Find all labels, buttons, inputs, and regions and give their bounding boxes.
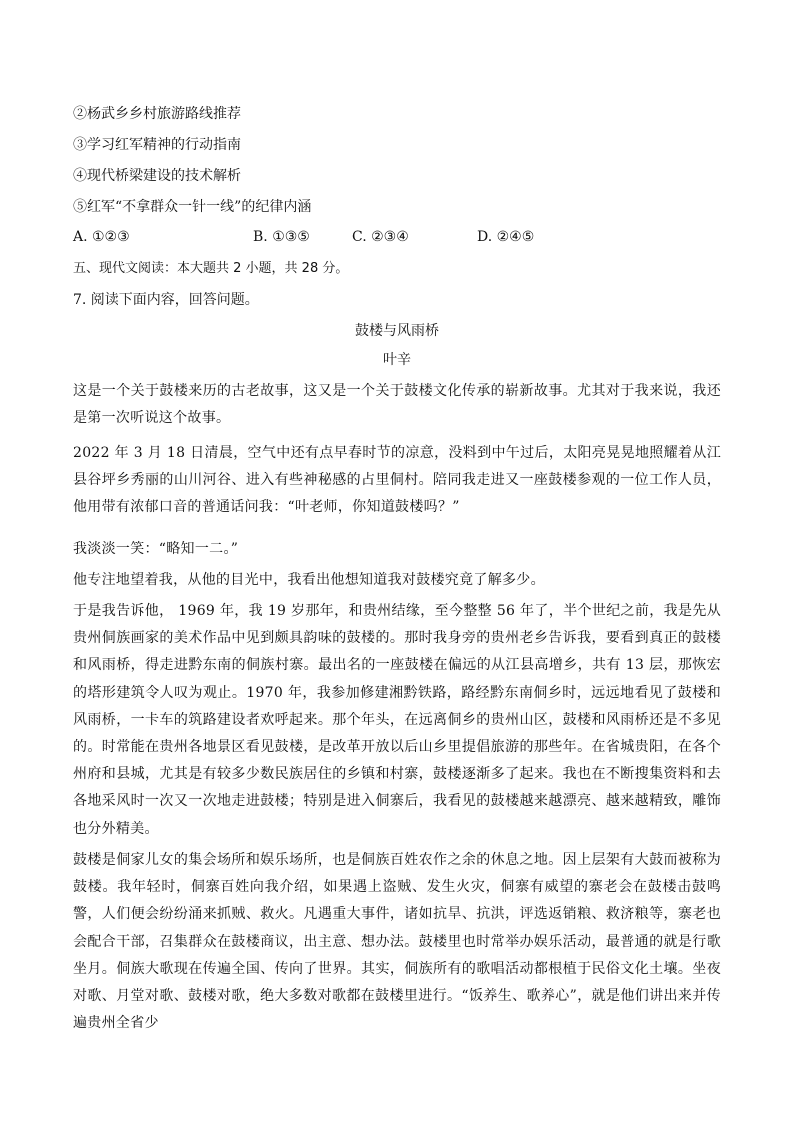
answer-choices bbox=[73, 226, 733, 248]
article-paragraph-2: 2022 年 3 月 18 日清晨，空气中还有点早春时节的凉意，没料到中午过后，太阳亮晃晃地照耀着从江县谷坪乡秀丽的山川河谷、进入有些神秘感的占里侗村。陪同我走进又一座鼓楼参观的一位工作人员，他用带有浓郁口音的普通话问我：“叶老师，你知道鼓楼吗？” bbox=[73, 445, 721, 516]
choice-c: C. ②③④ bbox=[352, 229, 409, 245]
article-title: 鼓楼与风雨桥 bbox=[355, 323, 439, 339]
article-author: 叶辛 bbox=[383, 352, 411, 368]
question-prompt: 7. 阅读下面内容，回答问题。 bbox=[73, 292, 259, 308]
article-paragraph-4: 他专注地望着我，从他的目光中，我看出他想知道我对鼓楼究竟了解多少。 bbox=[73, 572, 545, 588]
option-item-3: ③学习红军精神的行动指南 bbox=[73, 137, 241, 153]
choice-a: A. ①②③ bbox=[73, 229, 130, 245]
article-paragraph-5: 于是我告诉他， 1969 年，我 19 岁那年，和贵州结缘，至今整整 56 年了，半个世纪之前，我是先从贵州侗族画家的美术作品中见到颇具韵味的鼓楼的。那时我身旁的贵州老乡告诉我，要看到真正的鼓楼和风雨桥，得走进黔东南的侗族村寨。最出名的一座鼓楼在偏远的从江县高增乡，共有 13 层，那恢宏的塔形建筑令人叹为观止。1970 年，我参加修建湘黔铁路，路经黔东南侗乡时，远远地看见了鼓楼和风雨桥，一卡车的筑路建设者欢呼起来。那个年头，在远离侗乡的贵州山区，鼓楼和风雨桥还是不多见的。时常能在贵州各地景区看见鼓楼，是改革开放以后山乡里提倡旅游的那些年。在省城贵阳，在各个州府和县城，尤其是有较多少数民族居住的乡镇和村寨，鼓楼逐渐多了起来。我也在不断搜集资料和去各地采风时一次又一次地走进鼓楼；特别是进入侗寨后，我看见的鼓楼越来越漂亮、越来越精致，雕饰也分外精美。 bbox=[73, 603, 721, 837]
choice-b: B. ①③⑤ bbox=[253, 229, 310, 245]
section-heading: 五、现代文阅读：本大题共 2 小题，共 28 分。 bbox=[73, 261, 349, 276]
option-item-2: ②杨武乡乡村旅游路线推荐 bbox=[73, 106, 241, 122]
article-paragraph-3: 我淡淡一笑：“略知一二。” bbox=[73, 541, 239, 557]
article-paragraph-1: 这是一个关于鼓楼来历的古老故事，这又是一个关于鼓楼文化传承的崭新故事。尤其对于我来说，我还是第一次听说这个故事。 bbox=[73, 383, 721, 427]
article-paragraph-6: 鼓楼是侗家儿女的集会场所和娱乐场所，也是侗族百姓农作之余的休息之地。因上层架有大鼓而被称为鼓楼。我年轻时，侗寨百姓向我介绍，如果遇上盗贼、发生火灾，侗寨有威望的寨老会在鼓楼击鼓鸣警，人们便会纷纷涌来抓贼、救火。凡遇重大事件，诸如抗旱、抗洪，评选返销粮、救济粮等，寨老也会配合干部，召集群众在鼓楼商议，出主意、想办法。鼓楼里也时常举办娱乐活动，最普通的就是行歌坐月。侗族大歌现在传遍全国、传向了世界。其实，侗族所有的歌唱活动都根植于民俗文化土壤。坐夜对歌、月堂对歌、鼓楼对歌，绝大多数对歌都在鼓楼里进行。“饭养生、歌养心”，就是他们讲出来并传遍贵州全省少 bbox=[73, 852, 721, 1032]
option-item-4: ④现代桥梁建设的技术解析 bbox=[73, 168, 241, 184]
option-item-5: ⑤红军“不拿群众一针一线”的纪律内涵 bbox=[73, 199, 312, 215]
choice-d: D. ②④⑤ bbox=[477, 229, 535, 245]
